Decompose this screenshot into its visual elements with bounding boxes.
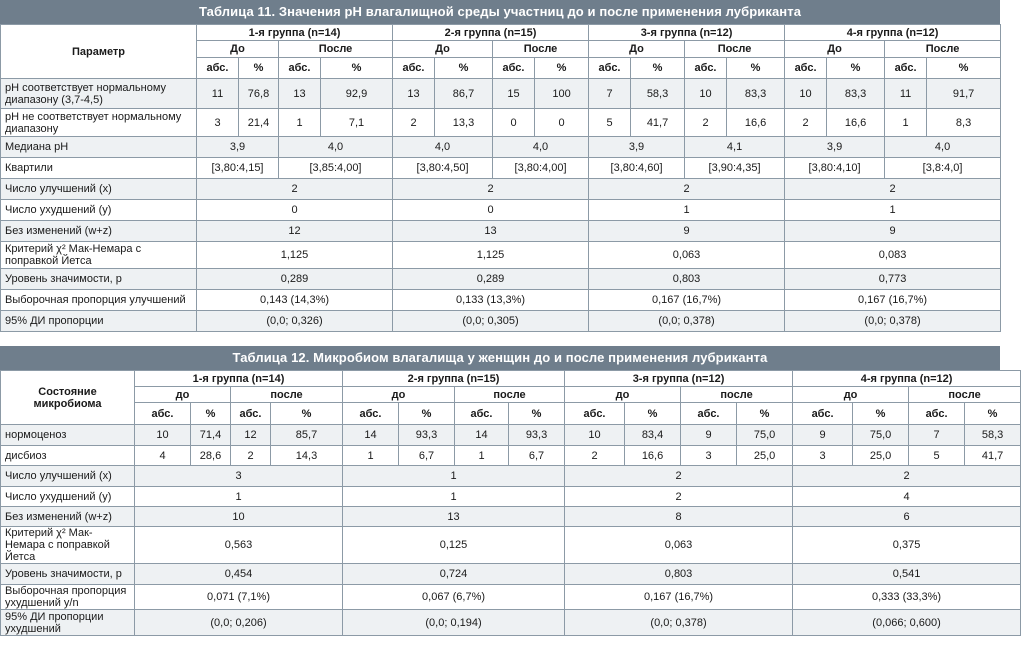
table-cell: 3,9 bbox=[785, 137, 885, 158]
table-cell: 93,3 bbox=[509, 425, 565, 446]
row-label: Критерий χ² Мак-Немара с поправкой Йетса bbox=[1, 527, 135, 564]
pct-header: % bbox=[239, 58, 279, 79]
table-cell: 1 bbox=[885, 109, 927, 137]
table-cell: 12 bbox=[231, 425, 271, 446]
table-cell: 13 bbox=[393, 79, 435, 109]
table-11-param-header: Параметр bbox=[1, 25, 197, 79]
row-label: 95% ДИ пропорции ухудшений bbox=[1, 610, 135, 636]
table-row bbox=[1, 507, 1021, 527]
table-cell: 28,6 bbox=[191, 446, 231, 466]
table-cell: 0 bbox=[535, 109, 589, 137]
table-cell: 0,803 bbox=[589, 269, 785, 290]
table-cell: 3,9 bbox=[197, 137, 279, 158]
table-cell: (0,0; 0,326) bbox=[197, 311, 393, 332]
table-cell: 1 bbox=[279, 109, 321, 137]
table-cell: 9 bbox=[589, 221, 785, 242]
row-label: Критерий χ² Мак-Немара с поправкой Йетса bbox=[1, 242, 197, 269]
pct-header: % bbox=[727, 58, 785, 79]
pct-header: % bbox=[631, 58, 685, 79]
table-cell: (0,0; 0,305) bbox=[393, 311, 589, 332]
table-cell: 0,063 bbox=[565, 527, 793, 564]
table-cell: 9 bbox=[793, 425, 853, 446]
table-cell: 1 bbox=[343, 466, 565, 487]
table-11-title: Таблица 11. Значения рН влагалищной среды участниц до и после применения лубриканта bbox=[0, 0, 1000, 24]
table-cell: 1,125 bbox=[197, 242, 393, 269]
after-header: После bbox=[685, 41, 785, 58]
table-row bbox=[1, 446, 1021, 466]
before-header: До bbox=[589, 41, 685, 58]
table-cell: 2 bbox=[785, 179, 1001, 200]
table-cell: 0 bbox=[493, 109, 535, 137]
table-cell: [3,80:4,50] bbox=[393, 158, 493, 179]
table-cell: 2 bbox=[589, 179, 785, 200]
table-cell: 1,125 bbox=[393, 242, 589, 269]
table-cell: (0,0; 0,378) bbox=[565, 610, 793, 636]
table-cell: 13 bbox=[279, 79, 321, 109]
pct-header: % bbox=[191, 403, 231, 425]
table-cell: 1 bbox=[343, 446, 399, 466]
row-label: Без изменений (w+z) bbox=[1, 221, 197, 242]
abs-header: абс. bbox=[793, 403, 853, 425]
before-header: До bbox=[197, 41, 279, 58]
table-cell: 4,1 bbox=[685, 137, 785, 158]
table-cell: 14 bbox=[343, 425, 399, 446]
table-row bbox=[1, 610, 1021, 636]
after-header: После bbox=[493, 41, 589, 58]
table-cell: 58,3 bbox=[631, 79, 685, 109]
table-row bbox=[1, 179, 1001, 200]
before-header: До bbox=[785, 41, 885, 58]
table-cell: 4,0 bbox=[885, 137, 1001, 158]
table-cell: 10 bbox=[785, 79, 827, 109]
table-cell: 71,4 bbox=[191, 425, 231, 446]
table-cell: 4,0 bbox=[493, 137, 589, 158]
table-cell: [3,80:4,10] bbox=[785, 158, 885, 179]
abs-header: абс. bbox=[393, 58, 435, 79]
table-12-grid bbox=[0, 370, 1021, 636]
table-cell: [3,85:4,00] bbox=[279, 158, 393, 179]
row-label: Число ухудшений (y) bbox=[1, 200, 197, 221]
abs-header: абс. bbox=[455, 403, 509, 425]
row-label: Число ухудшений (y) bbox=[1, 487, 135, 507]
abs-header: абс. bbox=[681, 403, 737, 425]
table-cell: 83,3 bbox=[727, 79, 785, 109]
table-cell: 1 bbox=[455, 446, 509, 466]
table-cell: 1 bbox=[343, 487, 565, 507]
table-11-group-header: 4-я группа (n=12) bbox=[785, 25, 1001, 41]
table-cell: 2 bbox=[685, 109, 727, 137]
abs-header: абс. bbox=[231, 403, 271, 425]
table-cell: 0,167 (16,7%) bbox=[785, 290, 1001, 311]
table-cell: 7 bbox=[589, 79, 631, 109]
table-cell: (0,0; 0,378) bbox=[785, 311, 1001, 332]
table-11-group-header: 2-я группа (n=15) bbox=[393, 25, 589, 41]
table-cell: 21,4 bbox=[239, 109, 279, 137]
table-cell: 8,3 bbox=[927, 109, 1001, 137]
abs-header: абс. bbox=[493, 58, 535, 79]
abs-header: абс. bbox=[785, 58, 827, 79]
table-row bbox=[1, 79, 1001, 109]
table-cell: 0,724 bbox=[343, 564, 565, 585]
row-label: 95% ДИ пропорции bbox=[1, 311, 197, 332]
table-row bbox=[1, 585, 1021, 610]
pct-header: % bbox=[535, 58, 589, 79]
table-cell: [3,8:4,0] bbox=[885, 158, 1001, 179]
table-cell: 14,3 bbox=[271, 446, 343, 466]
table-cell: [3,80:4,15] bbox=[197, 158, 279, 179]
abs-header: абс. bbox=[135, 403, 191, 425]
table-row bbox=[1, 487, 1021, 507]
row-label: рН соответствует нормальному диапазону (3,7-4,5) bbox=[1, 79, 197, 109]
table-12-param-header: Состояние микробиома bbox=[1, 371, 135, 425]
row-label: Без изменений (w+z) bbox=[1, 507, 135, 527]
row-label: нормоценоз bbox=[1, 425, 135, 446]
table-row bbox=[1, 311, 1001, 332]
table-cell: 58,3 bbox=[965, 425, 1021, 446]
table-cell: (0,0; 0,378) bbox=[589, 311, 785, 332]
table-cell: 9 bbox=[681, 425, 737, 446]
table-row bbox=[1, 242, 1001, 269]
table-cell: 5 bbox=[909, 446, 965, 466]
table-cell: [3,90:4,35] bbox=[685, 158, 785, 179]
table-cell: 3 bbox=[197, 109, 239, 137]
table-cell: 91,7 bbox=[927, 79, 1001, 109]
table-12-group-header: 1-я группа (n=14) bbox=[135, 371, 343, 387]
table-cell: 2 bbox=[231, 446, 271, 466]
after-header: после bbox=[681, 387, 793, 403]
table-cell: 0,083 bbox=[785, 242, 1001, 269]
after-header: после bbox=[231, 387, 343, 403]
table-cell: 0,541 bbox=[793, 564, 1021, 585]
table-cell: 93,3 bbox=[399, 425, 455, 446]
row-label: дисбиоз bbox=[1, 446, 135, 466]
after-header: После bbox=[279, 41, 393, 58]
table-cell: 0,375 bbox=[793, 527, 1021, 564]
row-label: рН не соответствует нормальному диапазону bbox=[1, 109, 197, 137]
table-row bbox=[1, 527, 1021, 564]
table-cell: 76,8 bbox=[239, 79, 279, 109]
table-cell: 1 bbox=[785, 200, 1001, 221]
table-cell: 0,454 bbox=[135, 564, 343, 585]
table-cell: 3 bbox=[793, 446, 853, 466]
table-cell: 85,7 bbox=[271, 425, 343, 446]
table-cell: 12 bbox=[197, 221, 393, 242]
table-row bbox=[1, 466, 1021, 487]
pct-header: % bbox=[853, 403, 909, 425]
table-cell: 13 bbox=[343, 507, 565, 527]
table-cell: 25,0 bbox=[737, 446, 793, 466]
table-cell: 0,125 bbox=[343, 527, 565, 564]
row-label: Число улучшений (x) bbox=[1, 179, 197, 200]
table-cell: 6,7 bbox=[509, 446, 565, 466]
table-12 bbox=[0, 346, 1004, 636]
before-header: до bbox=[135, 387, 231, 403]
table-cell: 0,063 bbox=[589, 242, 785, 269]
table-cell: 0,773 bbox=[785, 269, 1001, 290]
table-cell: 6 bbox=[793, 507, 1021, 527]
pct-header: % bbox=[509, 403, 565, 425]
table-cell: 16,6 bbox=[827, 109, 885, 137]
after-header: после bbox=[455, 387, 565, 403]
table-cell: 13 bbox=[393, 221, 589, 242]
row-label: Уровень значимости, p bbox=[1, 564, 135, 585]
row-label: Выборочная пропорция ухудшений y/n bbox=[1, 585, 135, 610]
table-12-group-header: 3-я группа (n=12) bbox=[565, 371, 793, 387]
table-cell: 4 bbox=[135, 446, 191, 466]
abs-header: абс. bbox=[885, 58, 927, 79]
table-cell: 0,167 (16,7%) bbox=[565, 585, 793, 610]
pct-header: % bbox=[435, 58, 493, 79]
table-cell: 2 bbox=[393, 109, 435, 137]
table-row bbox=[1, 290, 1001, 311]
table-cell: 2 bbox=[565, 487, 793, 507]
abs-header: абс. bbox=[685, 58, 727, 79]
table-cell: 75,0 bbox=[737, 425, 793, 446]
table-cell: 0,143 (14,3%) bbox=[197, 290, 393, 311]
pct-header: % bbox=[965, 403, 1021, 425]
abs-header: абс. bbox=[197, 58, 239, 79]
table-cell: 10 bbox=[685, 79, 727, 109]
abs-header: абс. bbox=[565, 403, 625, 425]
abs-header: абс. bbox=[343, 403, 399, 425]
table-cell: 0,167 (16,7%) bbox=[589, 290, 785, 311]
table-cell: 25,0 bbox=[853, 446, 909, 466]
row-label: Медиана рН bbox=[1, 137, 197, 158]
table-cell: 4 bbox=[793, 487, 1021, 507]
pct-header: % bbox=[321, 58, 393, 79]
table-cell: 10 bbox=[565, 425, 625, 446]
table-cell: 100 bbox=[535, 79, 589, 109]
table-cell: 41,7 bbox=[631, 109, 685, 137]
table-cell: 13,3 bbox=[435, 109, 493, 137]
row-label: Число улучшений (x) bbox=[1, 466, 135, 487]
row-label: Выборочная пропорция улучшений bbox=[1, 290, 197, 311]
abs-header: абс. bbox=[589, 58, 631, 79]
table-cell: 3,9 bbox=[589, 137, 685, 158]
table-cell: 1 bbox=[135, 487, 343, 507]
table-cell: 4,0 bbox=[279, 137, 393, 158]
row-label: Уровень значимости, p bbox=[1, 269, 197, 290]
table-row bbox=[1, 200, 1001, 221]
table-cell: 0,803 bbox=[565, 564, 793, 585]
table-cell: 14 bbox=[455, 425, 509, 446]
table-cell: 16,6 bbox=[625, 446, 681, 466]
table-11-group-header: 3-я группа (n=12) bbox=[589, 25, 785, 41]
table-cell: 2 bbox=[565, 446, 625, 466]
table-row bbox=[1, 564, 1021, 585]
table-cell: 10 bbox=[135, 507, 343, 527]
table-cell: 0,563 bbox=[135, 527, 343, 564]
table-cell: 1 bbox=[589, 200, 785, 221]
table-cell: 2 bbox=[197, 179, 393, 200]
row-label: Квартили bbox=[1, 158, 197, 179]
pct-header: % bbox=[827, 58, 885, 79]
table-cell: 83,3 bbox=[827, 79, 885, 109]
pct-header: % bbox=[625, 403, 681, 425]
table-cell: 75,0 bbox=[853, 425, 909, 446]
table-cell: 10 bbox=[135, 425, 191, 446]
pct-header: % bbox=[737, 403, 793, 425]
table-cell: 8 bbox=[565, 507, 793, 527]
table-cell: 7 bbox=[909, 425, 965, 446]
table-cell: 16,6 bbox=[727, 109, 785, 137]
table-cell: 0 bbox=[393, 200, 589, 221]
before-header: До bbox=[393, 41, 493, 58]
abs-header: абс. bbox=[909, 403, 965, 425]
table-cell: 0,289 bbox=[393, 269, 589, 290]
pct-header: % bbox=[271, 403, 343, 425]
table-11-group-header: 1-я группа (n=14) bbox=[197, 25, 393, 41]
table-cell: 92,9 bbox=[321, 79, 393, 109]
table-cell: (0,0; 0,206) bbox=[135, 610, 343, 636]
table-cell: 6,7 bbox=[399, 446, 455, 466]
table-row bbox=[1, 158, 1001, 179]
table-cell: 2 bbox=[565, 466, 793, 487]
table-cell: 2 bbox=[793, 466, 1021, 487]
after-header: после bbox=[909, 387, 1021, 403]
table-row bbox=[1, 425, 1021, 446]
table-cell: 0,289 bbox=[197, 269, 393, 290]
abs-header: абс. bbox=[279, 58, 321, 79]
before-header: до bbox=[565, 387, 681, 403]
table-cell: 83,4 bbox=[625, 425, 681, 446]
table-cell: 2 bbox=[393, 179, 589, 200]
table-cell: 15 bbox=[493, 79, 535, 109]
table-cell: (0,0; 0,194) bbox=[343, 610, 565, 636]
table-cell: 0,071 (7,1%) bbox=[135, 585, 343, 610]
table-row bbox=[1, 137, 1001, 158]
table-cell: 5 bbox=[589, 109, 631, 137]
table-12-title: Таблица 12. Микробиом влагалища у женщин до и после применения лубриканта bbox=[0, 346, 1000, 370]
table-row bbox=[1, 269, 1001, 290]
after-header: После bbox=[885, 41, 1001, 58]
table-cell: 11 bbox=[197, 79, 239, 109]
table-12-group-header: 2-я группа (n=15) bbox=[343, 371, 565, 387]
table-cell: [3,80:4,00] bbox=[493, 158, 589, 179]
table-cell: 9 bbox=[785, 221, 1001, 242]
table-cell: 11 bbox=[885, 79, 927, 109]
table-cell: 0,067 (6,7%) bbox=[343, 585, 565, 610]
table-cell: 2 bbox=[785, 109, 827, 137]
table-cell: 7,1 bbox=[321, 109, 393, 137]
table-cell: (0,066; 0,600) bbox=[793, 610, 1021, 636]
table-cell: 3 bbox=[135, 466, 343, 487]
before-header: до bbox=[793, 387, 909, 403]
table-cell: 3 bbox=[681, 446, 737, 466]
pct-header: % bbox=[927, 58, 1001, 79]
table-cell: [3,80:4,60] bbox=[589, 158, 685, 179]
table-11-grid bbox=[0, 24, 1001, 332]
table-cell: 86,7 bbox=[435, 79, 493, 109]
table-cell: 41,7 bbox=[965, 446, 1021, 466]
pct-header: % bbox=[399, 403, 455, 425]
table-row bbox=[1, 221, 1001, 242]
table-cell: 0,333 (33,3%) bbox=[793, 585, 1021, 610]
table-12-group-header: 4-я группа (n=12) bbox=[793, 371, 1021, 387]
table-cell: 0 bbox=[197, 200, 393, 221]
before-header: до bbox=[343, 387, 455, 403]
table-cell: 4,0 bbox=[393, 137, 493, 158]
table-cell: 0,133 (13,3%) bbox=[393, 290, 589, 311]
table-row bbox=[1, 109, 1001, 137]
